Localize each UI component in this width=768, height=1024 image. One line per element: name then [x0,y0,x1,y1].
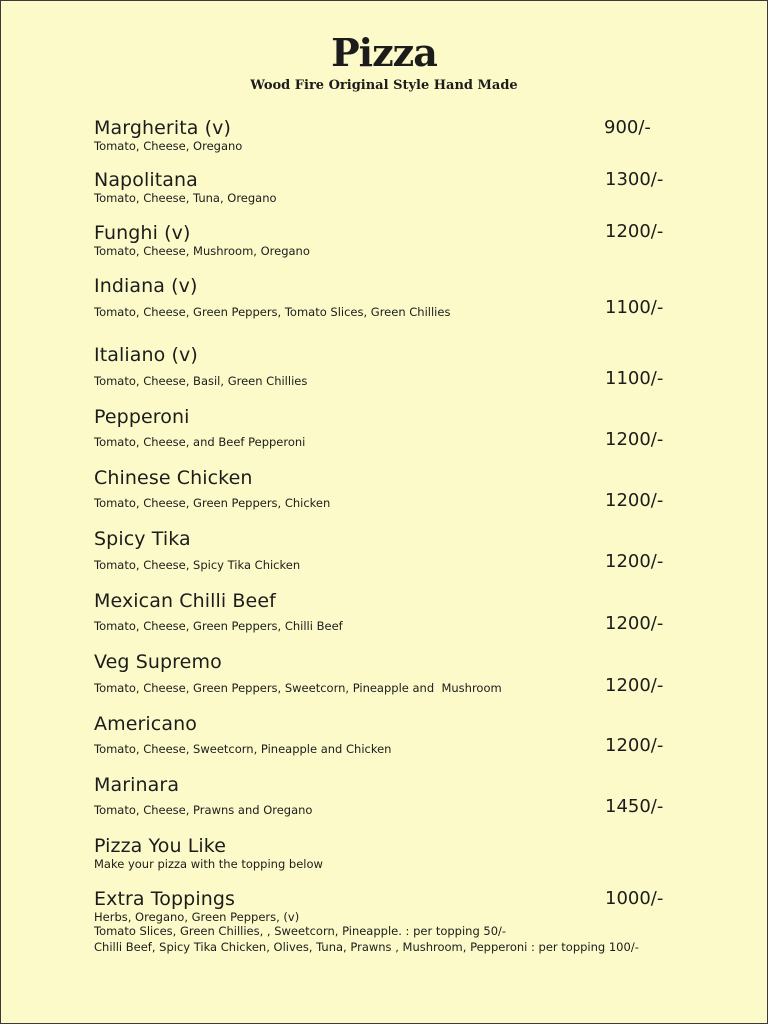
item-description: Tomato, Cheese, Green Peppers, Chicken [94,496,331,510]
item-name: Extra Toppings [94,888,235,910]
item-name: Mexican Chilli Beef [94,590,276,612]
toppings-line-1: Herbs, Oregano, Green Peppers, (v) [94,910,300,924]
item-price: 1450/- [605,796,664,817]
item-description: Tomato, Cheese, Prawns and Oregano [94,803,313,817]
menu-item-margherita [94,117,674,153]
item-price: 900/- [604,117,651,138]
item-name: Pizza You Like [94,835,227,857]
item-description: Tomato, Cheese, Green Peppers, Chilli Beef [94,619,343,633]
menu-item-pizza-you-like [94,835,674,871]
item-description: Tomato, Cheese, Oregano [94,139,243,153]
item-description: Tomato, Cheese, Basil, Green Chillies [94,374,308,388]
item-price: 1200/- [605,221,664,242]
item-description: Make your pizza with the topping below [94,857,323,871]
item-description: Tomato, Cheese, Sweetcorn, Pineapple and Chicken [94,742,392,756]
item-name: Pepperoni [94,406,190,428]
item-name: Spicy Tika [94,528,191,550]
page-title: Pizza [331,30,437,75]
item-name: Chinese Chicken [94,467,253,489]
menu-item-spicy-tika [94,528,674,572]
page-subtitle: Wood Fire Original Style Hand Made [250,78,518,93]
menu-item-veg-supremo [94,651,674,695]
item-name: Americano [94,713,197,735]
toppings-line-3: Chilli Beef, Spicy Tika Chicken, Olives, Tuna, Prawns , Mushroom, Pepperoni : per topping 100/- [94,940,639,954]
item-price: 1100/- [605,368,664,389]
item-description: Tomato, Cheese, Spicy Tika Chicken [94,558,301,572]
item-price: 1200/- [605,735,664,756]
item-price: 1200/- [605,613,664,634]
item-price: 1300/- [605,169,664,190]
item-name: Napolitana [94,169,198,191]
toppings-line-2: Tomato Slices, Green Chillies, , Sweetcorn, Pineapple. : per topping 50/- [94,924,507,938]
menu-item-chinese-chicken [94,467,674,510]
item-name: Italiano (v) [94,344,198,366]
item-name: Funghi (v) [94,222,191,244]
item-description: Tomato, Cheese, Tuna, Oregano [94,191,277,205]
item-description: Tomato, Cheese, and Beef Pepperoni [94,435,306,449]
menu-item-extra-toppings [94,888,674,956]
menu-item-funghi [94,222,674,258]
menu-item-indiana [94,275,674,319]
item-price: 1200/- [605,429,664,450]
item-description: Tomato, Cheese, Green Peppers, Sweetcorn, Pineapple and Mushroom [94,681,502,695]
item-price: 1000/- [605,888,664,909]
item-name: Marinara [94,774,180,796]
item-price: 1200/- [605,675,664,696]
item-name: Veg Supremo [94,651,222,673]
menu-item-mexican-chilli-beef [94,590,674,633]
item-price: 1200/- [605,551,664,572]
item-price: 1100/- [605,297,664,318]
item-name: Margherita (v) [94,117,231,139]
menu-item-napolitana [94,169,674,205]
menu-item-americano [94,713,674,756]
menu-item-italiano [94,344,674,388]
item-description: Tomato, Cheese, Green Peppers, Tomato Slices, Green Chillies [94,305,451,319]
menu-item-marinara [94,774,674,817]
menu-item-pepperoni [94,406,674,449]
item-price: 1200/- [605,490,664,511]
item-description: Tomato, Cheese, Mushroom, Oregano [94,244,310,258]
item-name: Indiana (v) [94,275,198,297]
